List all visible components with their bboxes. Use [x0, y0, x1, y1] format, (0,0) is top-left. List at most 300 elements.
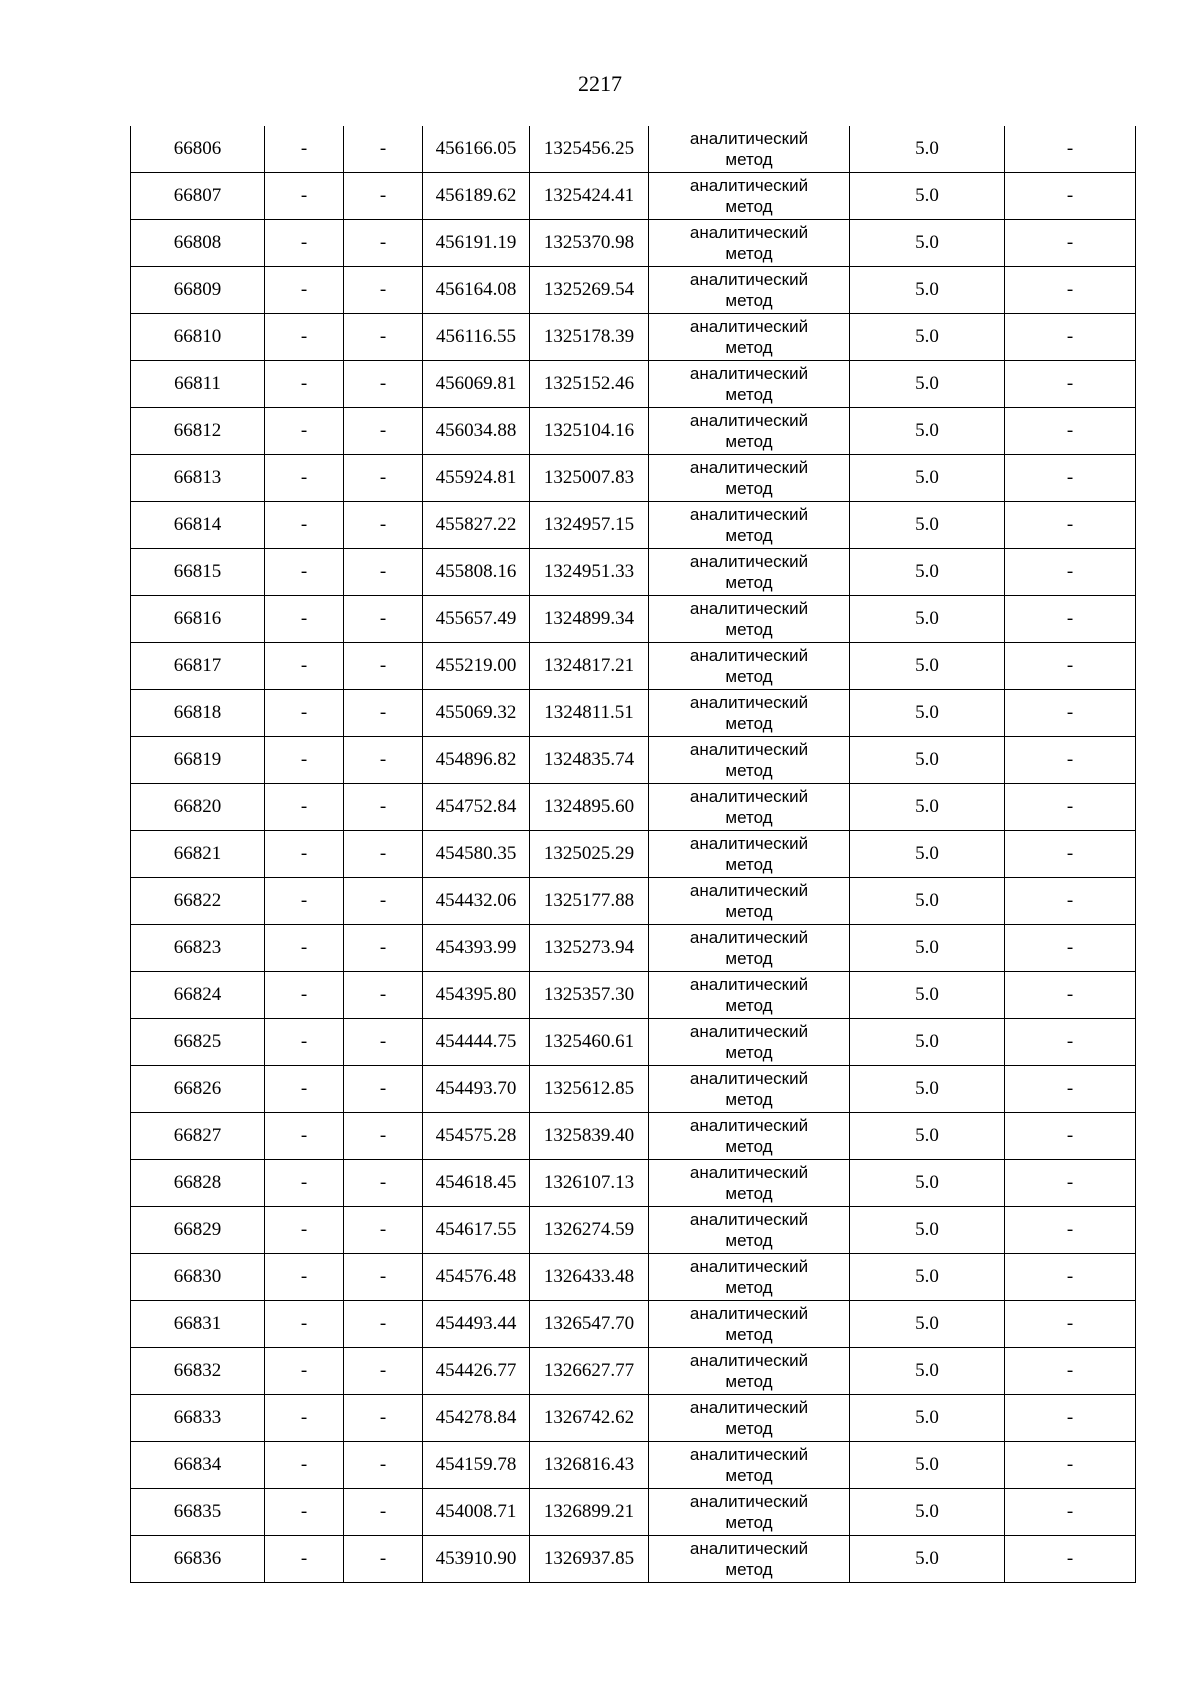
precision-cell: 5.0: [850, 1395, 1005, 1442]
method-cell: [649, 831, 850, 878]
precision-cell: 5.0: [850, 878, 1005, 925]
method-line-1: аналитический: [689, 1069, 809, 1088]
empty-cell: -: [1005, 643, 1136, 690]
table-row: [131, 737, 1136, 784]
empty-cell: -: [344, 1348, 423, 1395]
point-id-cell: 66810: [131, 314, 265, 361]
method-line-1: аналитический: [689, 552, 809, 571]
empty-cell: -: [344, 1536, 423, 1583]
point-id-cell: 66822: [131, 878, 265, 925]
method-line-1: аналитический: [689, 1398, 809, 1417]
precision-cell: 5.0: [850, 173, 1005, 220]
y-coordinate-cell: 1325460.61: [530, 1019, 649, 1066]
method-line-1: аналитический: [689, 599, 809, 618]
method-line-1: аналитический: [689, 975, 809, 994]
precision-cell: 5.0: [850, 784, 1005, 831]
table-row: [131, 1254, 1136, 1301]
table-row: [131, 220, 1136, 267]
y-coordinate-cell: 1326816.43: [530, 1442, 649, 1489]
y-coordinate-cell: 1325612.85: [530, 1066, 649, 1113]
method-line-2: метод: [725, 1278, 773, 1297]
point-id-cell: 66826: [131, 1066, 265, 1113]
table-row: [131, 1066, 1136, 1113]
precision-cell: 5.0: [850, 502, 1005, 549]
table-row: [131, 126, 1136, 173]
empty-cell: -: [344, 1160, 423, 1207]
empty-cell: -: [1005, 1254, 1136, 1301]
precision-cell: 5.0: [850, 925, 1005, 972]
empty-cell: -: [265, 1301, 344, 1348]
table-row: [131, 267, 1136, 314]
empty-cell: -: [344, 878, 423, 925]
empty-cell: -: [1005, 690, 1136, 737]
table-row: [131, 784, 1136, 831]
method-cell: [649, 126, 850, 173]
method-cell: [649, 361, 850, 408]
point-id-cell: 66818: [131, 690, 265, 737]
empty-cell: -: [1005, 1489, 1136, 1536]
method-line-2: метод: [725, 526, 773, 545]
empty-cell: -: [1005, 1301, 1136, 1348]
y-coordinate-cell: 1325178.39: [530, 314, 649, 361]
x-coordinate-cell: 454752.84: [423, 784, 530, 831]
table-row: [131, 1536, 1136, 1583]
empty-cell: -: [1005, 1066, 1136, 1113]
empty-cell: -: [265, 1489, 344, 1536]
empty-cell: -: [344, 408, 423, 455]
x-coordinate-cell: 454393.99: [423, 925, 530, 972]
x-coordinate-cell: 454580.35: [423, 831, 530, 878]
empty-cell: -: [344, 502, 423, 549]
method-line-2: метод: [725, 1090, 773, 1109]
precision-cell: 5.0: [850, 314, 1005, 361]
y-coordinate-cell: 1326547.70: [530, 1301, 649, 1348]
precision-cell: 5.0: [850, 1113, 1005, 1160]
method-cell: [649, 972, 850, 1019]
empty-cell: -: [344, 925, 423, 972]
empty-cell: -: [344, 267, 423, 314]
table-row: [131, 314, 1136, 361]
method-line-2: метод: [725, 573, 773, 592]
empty-cell: -: [344, 596, 423, 643]
method-cell: [649, 925, 850, 972]
method-line-2: метод: [725, 855, 773, 874]
point-id-cell: 66811: [131, 361, 265, 408]
x-coordinate-cell: 454617.55: [423, 1207, 530, 1254]
table-row: [131, 549, 1136, 596]
x-coordinate-cell: 454618.45: [423, 1160, 530, 1207]
table-row: [131, 1395, 1136, 1442]
y-coordinate-cell: 1326899.21: [530, 1489, 649, 1536]
empty-cell: -: [344, 643, 423, 690]
empty-cell: -: [265, 1019, 344, 1066]
point-id-cell: 66833: [131, 1395, 265, 1442]
x-coordinate-cell: 456189.62: [423, 173, 530, 220]
point-id-cell: 66825: [131, 1019, 265, 1066]
precision-cell: 5.0: [850, 126, 1005, 173]
empty-cell: -: [344, 549, 423, 596]
method-cell: [649, 1395, 850, 1442]
empty-cell: -: [344, 831, 423, 878]
empty-cell: -: [265, 1536, 344, 1583]
x-coordinate-cell: 454432.06: [423, 878, 530, 925]
x-coordinate-cell: 456034.88: [423, 408, 530, 455]
empty-cell: -: [344, 690, 423, 737]
x-coordinate-cell: 456116.55: [423, 314, 530, 361]
x-coordinate-cell: 456069.81: [423, 361, 530, 408]
empty-cell: -: [344, 1489, 423, 1536]
empty-cell: -: [344, 784, 423, 831]
method-line-2: метод: [725, 902, 773, 921]
y-coordinate-cell: 1325177.88: [530, 878, 649, 925]
empty-cell: -: [344, 1207, 423, 1254]
empty-cell: -: [265, 925, 344, 972]
method-line-2: метод: [725, 714, 773, 733]
precision-cell: 5.0: [850, 972, 1005, 1019]
table-row: [131, 1160, 1136, 1207]
method-line-1: аналитический: [689, 1163, 809, 1182]
point-id-cell: 66824: [131, 972, 265, 1019]
x-coordinate-cell: 455827.22: [423, 502, 530, 549]
table-row: [131, 1113, 1136, 1160]
method-line-1: аналитический: [689, 646, 809, 665]
empty-cell: -: [265, 1395, 344, 1442]
empty-cell: -: [265, 314, 344, 361]
method-cell: [649, 1301, 850, 1348]
empty-cell: -: [265, 1254, 344, 1301]
point-id-cell: 66827: [131, 1113, 265, 1160]
table-row: [131, 690, 1136, 737]
y-coordinate-cell: 1324951.33: [530, 549, 649, 596]
point-id-cell: 66817: [131, 643, 265, 690]
empty-cell: -: [265, 1160, 344, 1207]
empty-cell: -: [344, 1113, 423, 1160]
empty-cell: -: [344, 972, 423, 1019]
x-coordinate-cell: 454159.78: [423, 1442, 530, 1489]
empty-cell: -: [265, 1113, 344, 1160]
empty-cell: -: [1005, 925, 1136, 972]
method-cell: [649, 408, 850, 455]
y-coordinate-cell: 1325357.30: [530, 972, 649, 1019]
empty-cell: -: [265, 784, 344, 831]
page-number: 2217: [578, 71, 622, 96]
y-coordinate-cell: 1325007.83: [530, 455, 649, 502]
x-coordinate-cell: 454278.84: [423, 1395, 530, 1442]
empty-cell: -: [1005, 1113, 1136, 1160]
empty-cell: -: [1005, 831, 1136, 878]
method-line-1: аналитический: [689, 1492, 809, 1511]
point-id-cell: 66832: [131, 1348, 265, 1395]
empty-cell: -: [1005, 455, 1136, 502]
empty-cell: -: [344, 361, 423, 408]
x-coordinate-cell: 454576.48: [423, 1254, 530, 1301]
method-line-2: метод: [725, 996, 773, 1015]
method-line-2: метод: [725, 150, 773, 169]
precision-cell: 5.0: [850, 1207, 1005, 1254]
method-cell: [649, 1442, 850, 1489]
empty-cell: -: [265, 455, 344, 502]
y-coordinate-cell: 1326107.13: [530, 1160, 649, 1207]
empty-cell: -: [1005, 784, 1136, 831]
y-coordinate-cell: 1325025.29: [530, 831, 649, 878]
empty-cell: -: [1005, 1395, 1136, 1442]
precision-cell: 5.0: [850, 1301, 1005, 1348]
method-line-1: аналитический: [689, 834, 809, 853]
y-coordinate-cell: 1325456.25: [530, 126, 649, 173]
x-coordinate-cell: 455924.81: [423, 455, 530, 502]
y-coordinate-cell: 1325104.16: [530, 408, 649, 455]
precision-cell: 5.0: [850, 737, 1005, 784]
method-line-2: метод: [725, 1043, 773, 1062]
method-line-1: аналитический: [689, 270, 809, 289]
precision-cell: 5.0: [850, 408, 1005, 455]
empty-cell: -: [265, 267, 344, 314]
method-line-2: метод: [725, 1372, 773, 1391]
x-coordinate-cell: 454575.28: [423, 1113, 530, 1160]
precision-cell: 5.0: [850, 361, 1005, 408]
empty-cell: -: [1005, 126, 1136, 173]
y-coordinate-cell: 1325370.98: [530, 220, 649, 267]
y-coordinate-cell: 1325273.94: [530, 925, 649, 972]
empty-cell: -: [265, 408, 344, 455]
y-coordinate-cell: 1326274.59: [530, 1207, 649, 1254]
empty-cell: -: [344, 737, 423, 784]
method-line-2: метод: [725, 432, 773, 451]
y-coordinate-cell: 1325839.40: [530, 1113, 649, 1160]
method-line-2: метод: [725, 761, 773, 780]
y-coordinate-cell: 1326742.62: [530, 1395, 649, 1442]
method-line-1: аналитический: [689, 1257, 809, 1276]
method-cell: [649, 1160, 850, 1207]
method-cell: [649, 455, 850, 502]
point-id-cell: 66830: [131, 1254, 265, 1301]
point-id-cell: 66816: [131, 596, 265, 643]
method-cell: [649, 549, 850, 596]
method-cell: [649, 314, 850, 361]
method-line-1: аналитический: [689, 1351, 809, 1370]
empty-cell: -: [344, 173, 423, 220]
method-cell: [649, 1254, 850, 1301]
x-coordinate-cell: 454395.80: [423, 972, 530, 1019]
point-id-cell: 66806: [131, 126, 265, 173]
precision-cell: 5.0: [850, 455, 1005, 502]
x-coordinate-cell: 454008.71: [423, 1489, 530, 1536]
table-body: [131, 126, 1136, 1583]
empty-cell: -: [344, 314, 423, 361]
empty-cell: -: [344, 1019, 423, 1066]
method-line-1: аналитический: [689, 176, 809, 195]
method-cell: [649, 596, 850, 643]
method-line-1: аналитический: [689, 1022, 809, 1041]
method-line-2: метод: [725, 1466, 773, 1485]
point-id-cell: 66814: [131, 502, 265, 549]
empty-cell: -: [1005, 1348, 1136, 1395]
point-id-cell: 66823: [131, 925, 265, 972]
empty-cell: -: [265, 1348, 344, 1395]
y-coordinate-cell: 1324899.34: [530, 596, 649, 643]
y-coordinate-cell: 1324895.60: [530, 784, 649, 831]
x-coordinate-cell: 454896.82: [423, 737, 530, 784]
method-line-2: метод: [725, 291, 773, 310]
method-cell: [649, 1066, 850, 1113]
table-row: [131, 455, 1136, 502]
method-line-1: аналитический: [689, 787, 809, 806]
point-id-cell: 66815: [131, 549, 265, 596]
empty-cell: -: [1005, 1207, 1136, 1254]
empty-cell: -: [1005, 878, 1136, 925]
method-cell: [649, 737, 850, 784]
x-coordinate-cell: 455657.49: [423, 596, 530, 643]
point-id-cell: 66807: [131, 173, 265, 220]
method-line-2: метод: [725, 1184, 773, 1203]
method-line-1: аналитический: [689, 1539, 809, 1558]
empty-cell: -: [344, 455, 423, 502]
empty-cell: -: [344, 1442, 423, 1489]
x-coordinate-cell: 454426.77: [423, 1348, 530, 1395]
precision-cell: 5.0: [850, 267, 1005, 314]
x-coordinate-cell: 456166.05: [423, 126, 530, 173]
method-line-1: аналитический: [689, 881, 809, 900]
empty-cell: -: [1005, 173, 1136, 220]
empty-cell: -: [265, 1207, 344, 1254]
empty-cell: -: [344, 1254, 423, 1301]
empty-cell: -: [1005, 361, 1136, 408]
point-id-cell: 66831: [131, 1301, 265, 1348]
method-line-1: аналитический: [689, 928, 809, 947]
point-id-cell: 66819: [131, 737, 265, 784]
empty-cell: -: [1005, 1019, 1136, 1066]
y-coordinate-cell: 1326937.85: [530, 1536, 649, 1583]
method-cell: [649, 1348, 850, 1395]
table-row: [131, 1489, 1136, 1536]
point-id-cell: 66820: [131, 784, 265, 831]
precision-cell: 5.0: [850, 1254, 1005, 1301]
empty-cell: -: [265, 831, 344, 878]
precision-cell: 5.0: [850, 1442, 1005, 1489]
x-coordinate-cell: 454493.44: [423, 1301, 530, 1348]
method-line-1: аналитический: [689, 693, 809, 712]
method-line-1: аналитический: [689, 1304, 809, 1323]
table-row: [131, 831, 1136, 878]
x-coordinate-cell: 454444.75: [423, 1019, 530, 1066]
method-line-2: метод: [725, 620, 773, 639]
point-id-cell: 66829: [131, 1207, 265, 1254]
method-line-2: метод: [725, 1137, 773, 1156]
point-id-cell: 66809: [131, 267, 265, 314]
method-line-1: аналитический: [689, 1445, 809, 1464]
method-line-1: аналитический: [689, 458, 809, 477]
method-line-2: метод: [725, 1325, 773, 1344]
empty-cell: -: [265, 1066, 344, 1113]
empty-cell: -: [1005, 972, 1136, 1019]
empty-cell: -: [265, 173, 344, 220]
x-coordinate-cell: 456191.19: [423, 220, 530, 267]
method-line-2: метод: [725, 479, 773, 498]
empty-cell: -: [265, 878, 344, 925]
method-cell: [649, 878, 850, 925]
method-line-1: аналитический: [689, 1210, 809, 1229]
method-cell: [649, 1489, 850, 1536]
y-coordinate-cell: 1326627.77: [530, 1348, 649, 1395]
table-row: [131, 643, 1136, 690]
table-row: [131, 1019, 1136, 1066]
table-row: [131, 1301, 1136, 1348]
x-coordinate-cell: 456164.08: [423, 267, 530, 314]
method-line-1: аналитический: [689, 317, 809, 336]
point-id-cell: 66834: [131, 1442, 265, 1489]
empty-cell: -: [1005, 408, 1136, 455]
point-id-cell: 66828: [131, 1160, 265, 1207]
empty-cell: -: [344, 1395, 423, 1442]
y-coordinate-cell: 1324817.21: [530, 643, 649, 690]
y-coordinate-cell: 1324811.51: [530, 690, 649, 737]
method-line-2: метод: [725, 667, 773, 686]
table-row: [131, 1442, 1136, 1489]
precision-cell: 5.0: [850, 549, 1005, 596]
method-cell: [649, 1207, 850, 1254]
method-line-2: метод: [725, 338, 773, 357]
empty-cell: -: [265, 972, 344, 1019]
empty-cell: -: [265, 361, 344, 408]
empty-cell: -: [1005, 596, 1136, 643]
point-id-cell: 66812: [131, 408, 265, 455]
method-cell: [649, 502, 850, 549]
precision-cell: 5.0: [850, 1160, 1005, 1207]
empty-cell: -: [265, 643, 344, 690]
x-coordinate-cell: 455808.16: [423, 549, 530, 596]
table-row: [131, 1207, 1136, 1254]
method-cell: [649, 1019, 850, 1066]
table-row: [131, 173, 1136, 220]
y-coordinate-cell: 1325152.46: [530, 361, 649, 408]
method-line-2: метод: [725, 1231, 773, 1250]
y-coordinate-cell: 1324957.15: [530, 502, 649, 549]
empty-cell: -: [265, 1442, 344, 1489]
table-row: [131, 361, 1136, 408]
precision-cell: 5.0: [850, 643, 1005, 690]
method-cell: [649, 643, 850, 690]
precision-cell: 5.0: [850, 220, 1005, 267]
precision-cell: 5.0: [850, 1066, 1005, 1113]
y-coordinate-cell: 1325269.54: [530, 267, 649, 314]
x-coordinate-cell: 453910.90: [423, 1536, 530, 1583]
empty-cell: -: [344, 220, 423, 267]
empty-cell: -: [1005, 1442, 1136, 1489]
empty-cell: -: [344, 1066, 423, 1113]
method-line-2: метод: [725, 385, 773, 404]
method-line-2: метод: [725, 1513, 773, 1532]
point-id-cell: 66808: [131, 220, 265, 267]
empty-cell: -: [1005, 314, 1136, 361]
method-line-1: аналитический: [689, 1116, 809, 1135]
point-id-cell: 66821: [131, 831, 265, 878]
method-line-1: аналитический: [689, 505, 809, 524]
method-line-2: метод: [725, 197, 773, 216]
empty-cell: -: [265, 502, 344, 549]
x-coordinate-cell: 454493.70: [423, 1066, 530, 1113]
coordinates-table: [130, 126, 1136, 1583]
empty-cell: -: [1005, 267, 1136, 314]
empty-cell: -: [265, 737, 344, 784]
empty-cell: -: [1005, 549, 1136, 596]
y-coordinate-cell: 1326433.48: [530, 1254, 649, 1301]
empty-cell: -: [344, 1301, 423, 1348]
empty-cell: -: [344, 126, 423, 173]
method-cell: [649, 267, 850, 314]
method-line-1: аналитический: [689, 364, 809, 383]
table-row: [131, 972, 1136, 1019]
method-line-2: метод: [725, 1560, 773, 1579]
